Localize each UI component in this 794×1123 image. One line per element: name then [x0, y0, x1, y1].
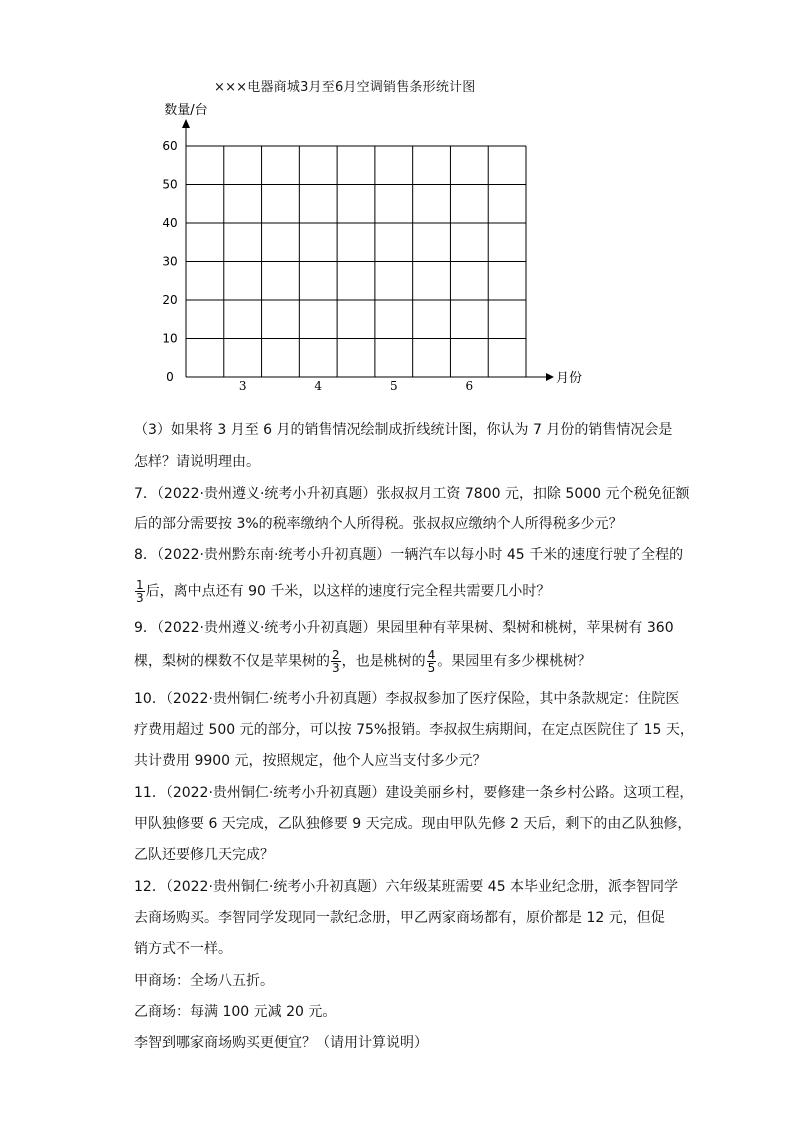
question-8-line-1: 8．（2022·贵州黔东南·统考小升初真题）一辆汽车以每小时 45 千米的速度行驶了全程的: [134, 547, 684, 563]
question-7-line-1: 7．（2022·贵州遵义·统考小升初真题）张叔叔月工资 7800 元，扣除 5000 元个税免征额: [134, 486, 690, 502]
question-12-line-5: 乙商场：每满 100 元减 20 元。: [134, 1004, 337, 1020]
x-tick-label: 5: [389, 379, 398, 393]
x-axis-label: 月份: [556, 371, 583, 386]
question-9-text-c: 。果园里有多少棵桃树？: [437, 653, 592, 670]
fraction-one-third: [135, 579, 145, 604]
question-10-line-3: 共计费用 9900 元，按照规定，他个人应当支付多少元？: [134, 753, 487, 769]
x-tick-label: 3: [238, 379, 247, 393]
fraction-four-fifths: [427, 649, 437, 674]
y-tick-label: 40: [162, 216, 178, 230]
question-12-line-2: 去商场购买。李智同学发现同一款纪念册，甲乙两家商场都有，原价都是 12 元，但促: [134, 910, 665, 926]
question-9-text-a: 棵，梨树的棵数不仅是苹果树的: [134, 653, 330, 670]
question-9-line-2: [134, 649, 591, 674]
y-axis-label: 数量/台: [164, 103, 208, 118]
fraction-two-thirds: [331, 649, 341, 674]
question-3-line-2: 怎样？请说明理由。: [134, 454, 260, 470]
chart-title: ×××电器商城3月至6月空调销售条形统计图: [214, 80, 476, 95]
question-11-line-3: 乙队还要修几天完成？: [134, 847, 274, 863]
y-tick-label: 20: [162, 293, 178, 307]
bar-chart-grid: [0, 0, 794, 420]
y-tick-label: 10: [162, 331, 178, 346]
question-8-text: 后，离中点还有 90 千米，以这样的速度行完全程共需要几小时？: [145, 583, 551, 600]
question-11-line-2: 甲队独修要 6 天完成，乙队独修要 9 天完成。现由甲队先修 2 天后，剩下的由乙队独修，: [134, 816, 692, 832]
y-tick-label: 0: [166, 370, 174, 384]
fraction-numerator: 4: [427, 648, 436, 662]
question-8-line-2: [134, 579, 550, 604]
question-7-line-2: 后的部分需要按 3%的税率缴纳个人所得税。张叔叔应缴纳个人所得税多少元？: [134, 516, 623, 532]
question-12-line-4: 甲商场：全场八五折。: [134, 973, 274, 989]
question-11-line-1: 11．（2022·贵州铜仁·统考小升初真题）建设美丽乡村，要修建一条乡村公路。这项工程，: [134, 785, 694, 801]
y-tick-label: 60: [162, 139, 178, 153]
fraction-denominator: 3: [136, 591, 144, 605]
fraction-denominator: 3: [332, 661, 340, 675]
x-tick-label: 6: [465, 379, 474, 393]
question-12-line-6: 李智到哪家商场购买更便宜？（请用计算说明）: [134, 1035, 428, 1051]
question-9-text-b: ，也是桃树的: [341, 653, 426, 670]
fraction-numerator: 2: [332, 648, 340, 662]
fraction-numerator: 1: [136, 578, 144, 592]
y-axis-arrow-icon: [182, 119, 190, 128]
x-axis-arrow-icon: [546, 373, 554, 381]
question-10-line-1: 10．（2022·贵州铜仁·统考小升初真题）李叔叔参加了医疗保险，其中条款规定：住院医: [134, 691, 680, 707]
question-12-line-1: 12．（2022·贵州铜仁·统考小升初真题）六年级某班需要 45 本毕业纪念册，派李智同学: [134, 879, 679, 895]
x-tick-label: 4: [314, 379, 323, 393]
fraction-denominator: 5: [427, 661, 436, 675]
y-tick-label: 50: [162, 177, 178, 192]
question-12-line-3: 销方式不一样。: [134, 941, 232, 957]
question-10-line-2: 疗费用超过 500 元的部分，可以按 75%报销。李叔叔生病期间，在定点医院住了 15 天，: [134, 722, 694, 738]
y-tick-label: 30: [162, 254, 178, 269]
question-9-line-1: 9．（2022·贵州遵义·统考小升初真题）果园里种有苹果树、梨树和桃树，苹果树有 360: [134, 620, 674, 636]
question-3-line-1: （3）如果将 3 月至 6 月的销售情况绘制成折线统计图，你认为 7 月份的销售情况会是: [134, 422, 673, 438]
